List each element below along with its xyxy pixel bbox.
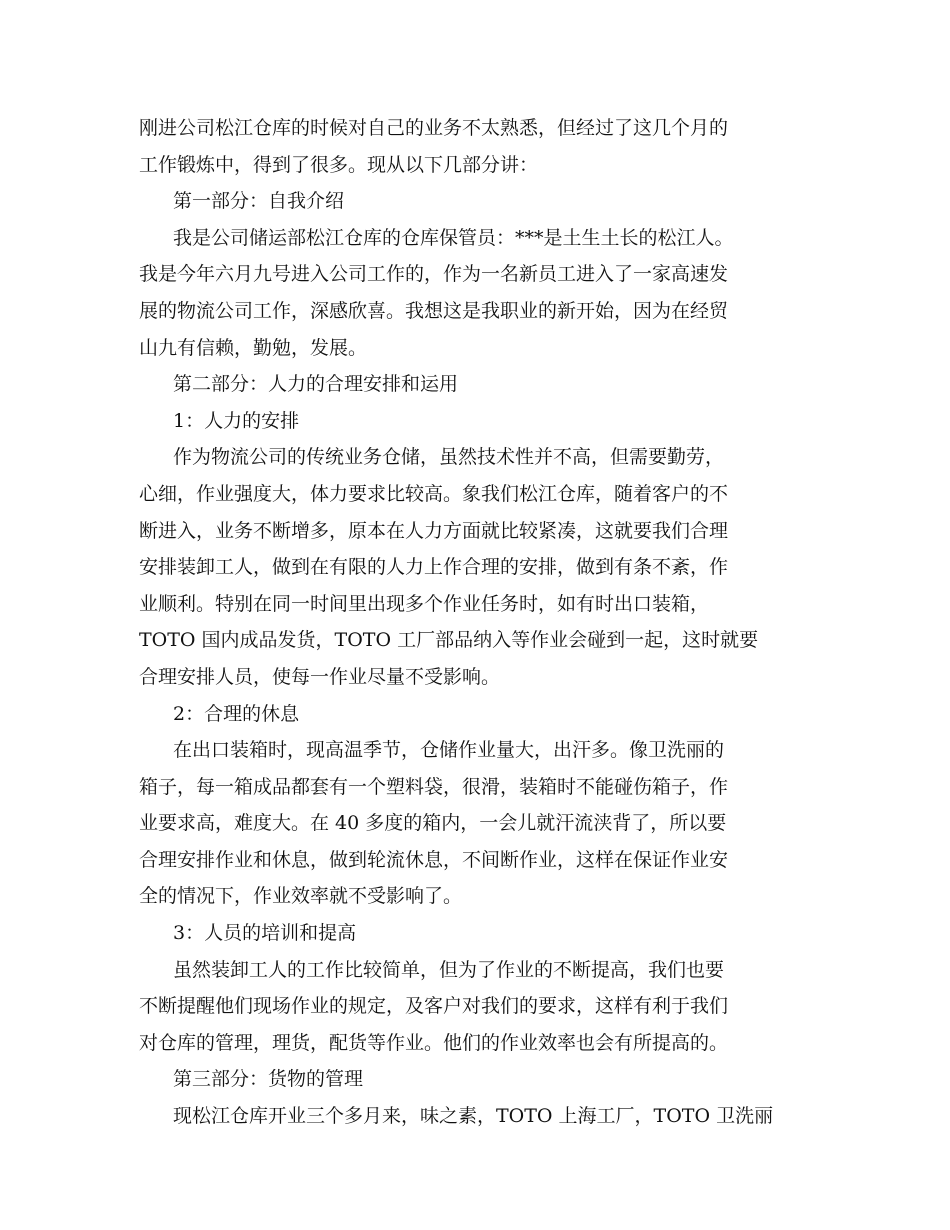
text-line: 第一部分：自我介绍: [173, 190, 345, 213]
text-line: 箱子，每一箱成品都套有一个塑料袋，很滑，装箱时不能碰伤箱子，作: [139, 775, 729, 798]
text-line: 第二部分：人力的合理安排和运用: [173, 373, 459, 396]
text-line: 我是公司储运部松江仓库的仓库保管员：***是土生土长的松江人。: [173, 226, 734, 249]
text-line: TOTO 国内成品发货，TOTO 工厂部品纳入等作业会碰到一起，这时就要: [139, 629, 759, 652]
text-line: 合理安排人员，使每一作业尽量不受影响。: [139, 665, 501, 688]
text-line: 合理安排作业和休息，做到轮流休息，不间断作业，这样在保证作业安: [139, 848, 729, 871]
text-line: 在出口装箱时，现高温季节，仓储作业量大，出汗多。像卫洗丽的: [173, 739, 725, 762]
text-line: 我是今年六月九号进入公司工作的，作为一名新员工进入了一家高速发: [139, 263, 729, 286]
text-line: 山九有信赖，勤勉，发展。: [139, 336, 368, 359]
text-line: 全的情况下，作业效率就不受影响了。: [139, 885, 463, 908]
text-line: 安排装卸工人，做到在有限的人力上作合理的安排，做到有条不紊，作: [139, 556, 729, 579]
text-line: 1：人力的安排: [173, 409, 300, 432]
text-line: 对仓库的管理，理货，配货等作业。他们的作业效率也会有所提高的。: [139, 1031, 729, 1054]
text-line: 不断提醒他们现场作业的规定，及客户对我们的要求，这样有利于我们: [139, 995, 729, 1018]
text-line: 刚进公司松江仓库的时候对自己的业务不太熟悉，但经过了这几个月的: [139, 117, 729, 139]
text-line: 3：人员的培训和提高: [173, 922, 357, 945]
text-line: 现松江仓库开业三个多月来，味之素，TOTO 上海工厂，TOTO 卫洗丽: [173, 1105, 774, 1128]
document-body: [139, 110, 829, 1135]
text-line: 工作锻炼中，得到了很多。现从以下几部分讲：: [139, 153, 539, 176]
text-line: 心细，作业强度大，体力要求比较高。象我们松江仓库，随着客户的不: [139, 482, 729, 505]
text-line: 业顺利。特别在同一时间里出现多个作业任务时，如有时出口装箱，: [139, 592, 710, 615]
text-line: 业要求高，难度大。在 40 多度的箱内，一会儿就汗流浃背了，所以要: [139, 812, 727, 835]
text-line: 作为物流公司的传统业务仓储，虽然技术性并不高，但需要勤劳，: [173, 446, 725, 469]
text-line: 断进入，业务不断增多，原本在人力方面就比较紧凑，这就要我们合理: [139, 519, 729, 542]
text-line: 虽然装卸工人的工作比较简单，但为了作业的不断提高，我们也要: [173, 958, 725, 981]
text-line: 展的物流公司工作，深感欣喜。我想这是我职业的新开始，因为在经贸: [139, 299, 729, 322]
text-line: 2：合理的休息: [173, 702, 300, 725]
text-line: 第三部分：货物的管理: [173, 1068, 364, 1091]
